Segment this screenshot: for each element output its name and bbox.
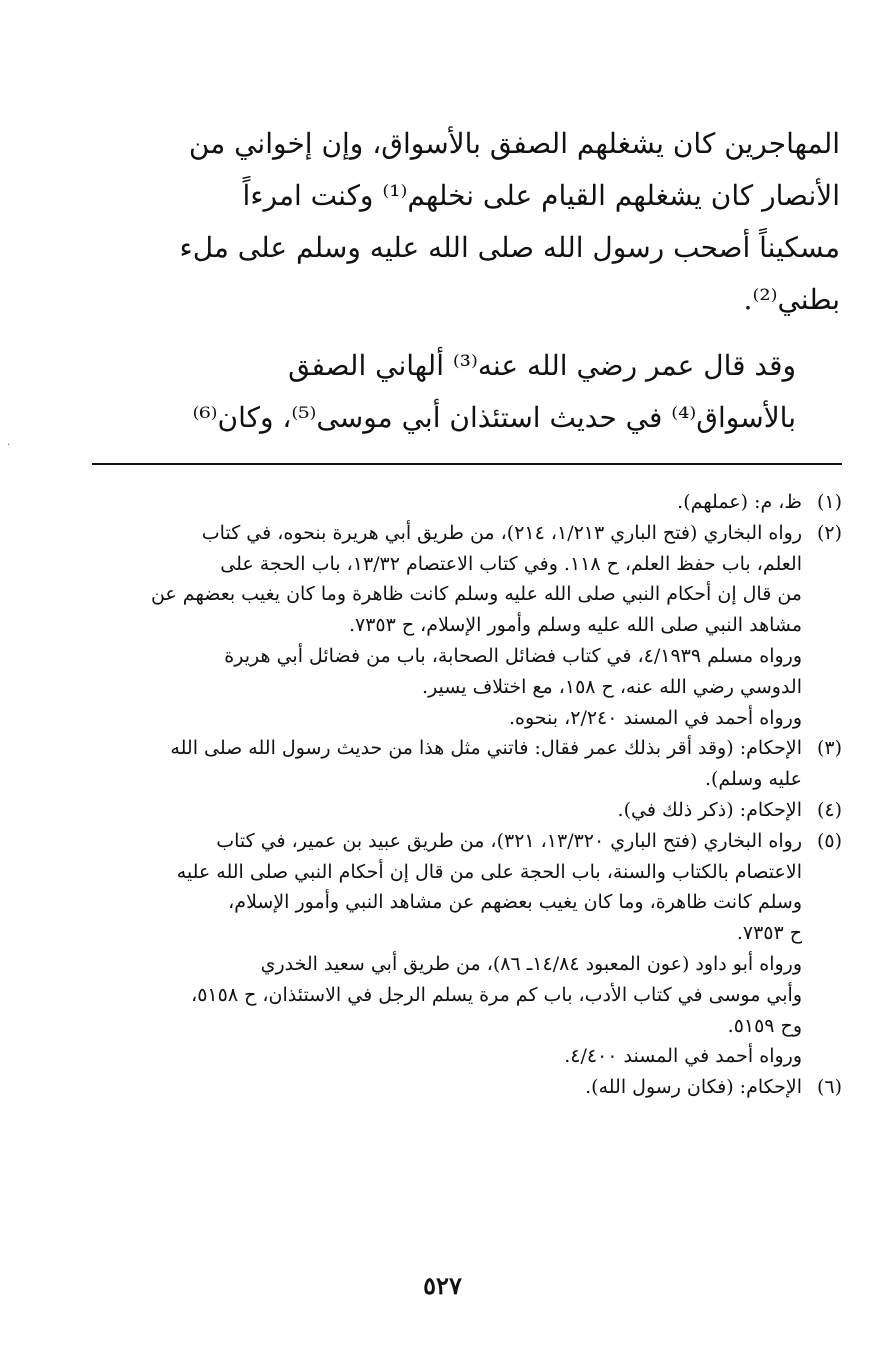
footnote-line: الإحكام: (وقد أقر بذلك عمر فقال: فاتني مثل هذا من حديث رسول الله صلى الله bbox=[170, 737, 802, 760]
footnote bbox=[92, 795, 842, 826]
footnote-line: رواه البخاري (فتح الباري ١/٢١٣، ٢١٤)، من طريق أبي هريرة بنحوه، في كتاب bbox=[201, 521, 802, 544]
footnote-divider bbox=[92, 463, 842, 465]
footnote-number: (٤) bbox=[816, 798, 842, 821]
footnote-line: ح ٧٣٥٣. bbox=[736, 922, 802, 945]
footnote-number: (٢) bbox=[816, 521, 842, 544]
paragraph-1 bbox=[179, 118, 840, 326]
footnote-line: وأبي موسى في كتاب الأدب، باب كم مرة يسلم الرجل في الاستئذان، ح ٥١٥٨، bbox=[191, 983, 802, 1006]
footnote-number: (٦) bbox=[816, 1076, 842, 1099]
text-line: مسكيناً أصحب رسول الله صلى الله عليه وسلم على ملء bbox=[179, 231, 840, 264]
main-text bbox=[179, 118, 840, 444]
footnote-line: الاعتصام بالكتاب والسنة، باب الحجة على من قال إن أحكام النبي صلى الله عليه bbox=[176, 860, 802, 883]
footnote-line: ورواه أحمد في المسند ٢/٢٤٠، بنحوه. bbox=[508, 706, 802, 729]
footnote-line: ظ، م: (عملهم). bbox=[677, 491, 802, 513]
footnote-line: وسلم كانت ظاهرة، وما كان يغيب بعضهم عن مشاهد النبي وأمور الإسلام، bbox=[228, 891, 802, 914]
footnotes bbox=[92, 487, 842, 1103]
text-line: وقد قال عمر رضي الله عنه⁽³⁾ ألهاني الصفق bbox=[288, 349, 796, 382]
footnote-line: من قال إن أحكام النبي صلى الله عليه وسلم كانت ظاهرة وما كان يغيب بعضهم عن bbox=[150, 583, 802, 606]
paragraph-2 bbox=[192, 340, 840, 444]
footnote-number: (٣) bbox=[816, 737, 842, 760]
footnote bbox=[92, 518, 842, 734]
footnote bbox=[92, 733, 842, 795]
footnote-line: ورواه أحمد في المسند ٤/٤٠٠. bbox=[564, 1045, 802, 1068]
footnote-line: ورواه مسلم ٤/١٩٣٩، في كتاب فضائل الصحابة، باب من فضائل أبي هريرة bbox=[224, 644, 802, 667]
footnote bbox=[92, 487, 842, 518]
footnote-line: ورواه أبو داود (عون المعبود ١٤/٨٤ـ ٨٦)، من طريق أبي سعيد الخدري bbox=[260, 952, 802, 975]
text-line: المهاجرين كان يشغلهم الصفق بالأسواق، وإن إخواني من bbox=[188, 127, 840, 160]
footnote bbox=[92, 826, 842, 1072]
footnote-number: (١) bbox=[816, 491, 842, 513]
footnote-line: الإحكام: (فكان رسول الله). bbox=[585, 1076, 802, 1099]
footnote-number: (٥) bbox=[816, 829, 842, 852]
footnote bbox=[92, 1072, 842, 1103]
text-line: بطني⁽²⁾. bbox=[743, 283, 840, 316]
footnote-line: عليه وسلم). bbox=[704, 768, 802, 791]
footnote-line: رواه البخاري (فتح الباري ١٣/٣٢٠، ٣٢١)، من طريق عبيد بن عمير، في كتاب bbox=[216, 829, 802, 852]
page-number: ٥٢٧ bbox=[423, 1271, 462, 1300]
footnote-line: مشاهد النبي صلى الله عليه وسلم وأمور الإسلام، ح ٧٣٥٣. bbox=[348, 614, 802, 637]
footnote-line: وح ٥١٥٩. bbox=[727, 1014, 802, 1037]
text-line: الأنصار كان يشغلهم القيام على نخلهم⁽¹⁾ وكنت امرءاً bbox=[242, 179, 840, 212]
footnote-line: الإحكام: (ذكر ذلك في). bbox=[617, 798, 802, 821]
margin-mark: . bbox=[7, 437, 11, 448]
text-line: بالأسواق⁽⁴⁾ في حديث استئذان أبي موسى⁽⁵⁾، وكان⁽⁶⁾ bbox=[192, 401, 796, 434]
footnote-line: العلم، باب حفظ العلم، ح ١١٨. وفي كتاب الاعتصام ١٣/٣٢، باب الحجة على bbox=[220, 552, 802, 575]
footnote-line: الدوسي رضي الله عنه، ح ١٥٨، مع اختلاف يسير. bbox=[422, 675, 802, 698]
